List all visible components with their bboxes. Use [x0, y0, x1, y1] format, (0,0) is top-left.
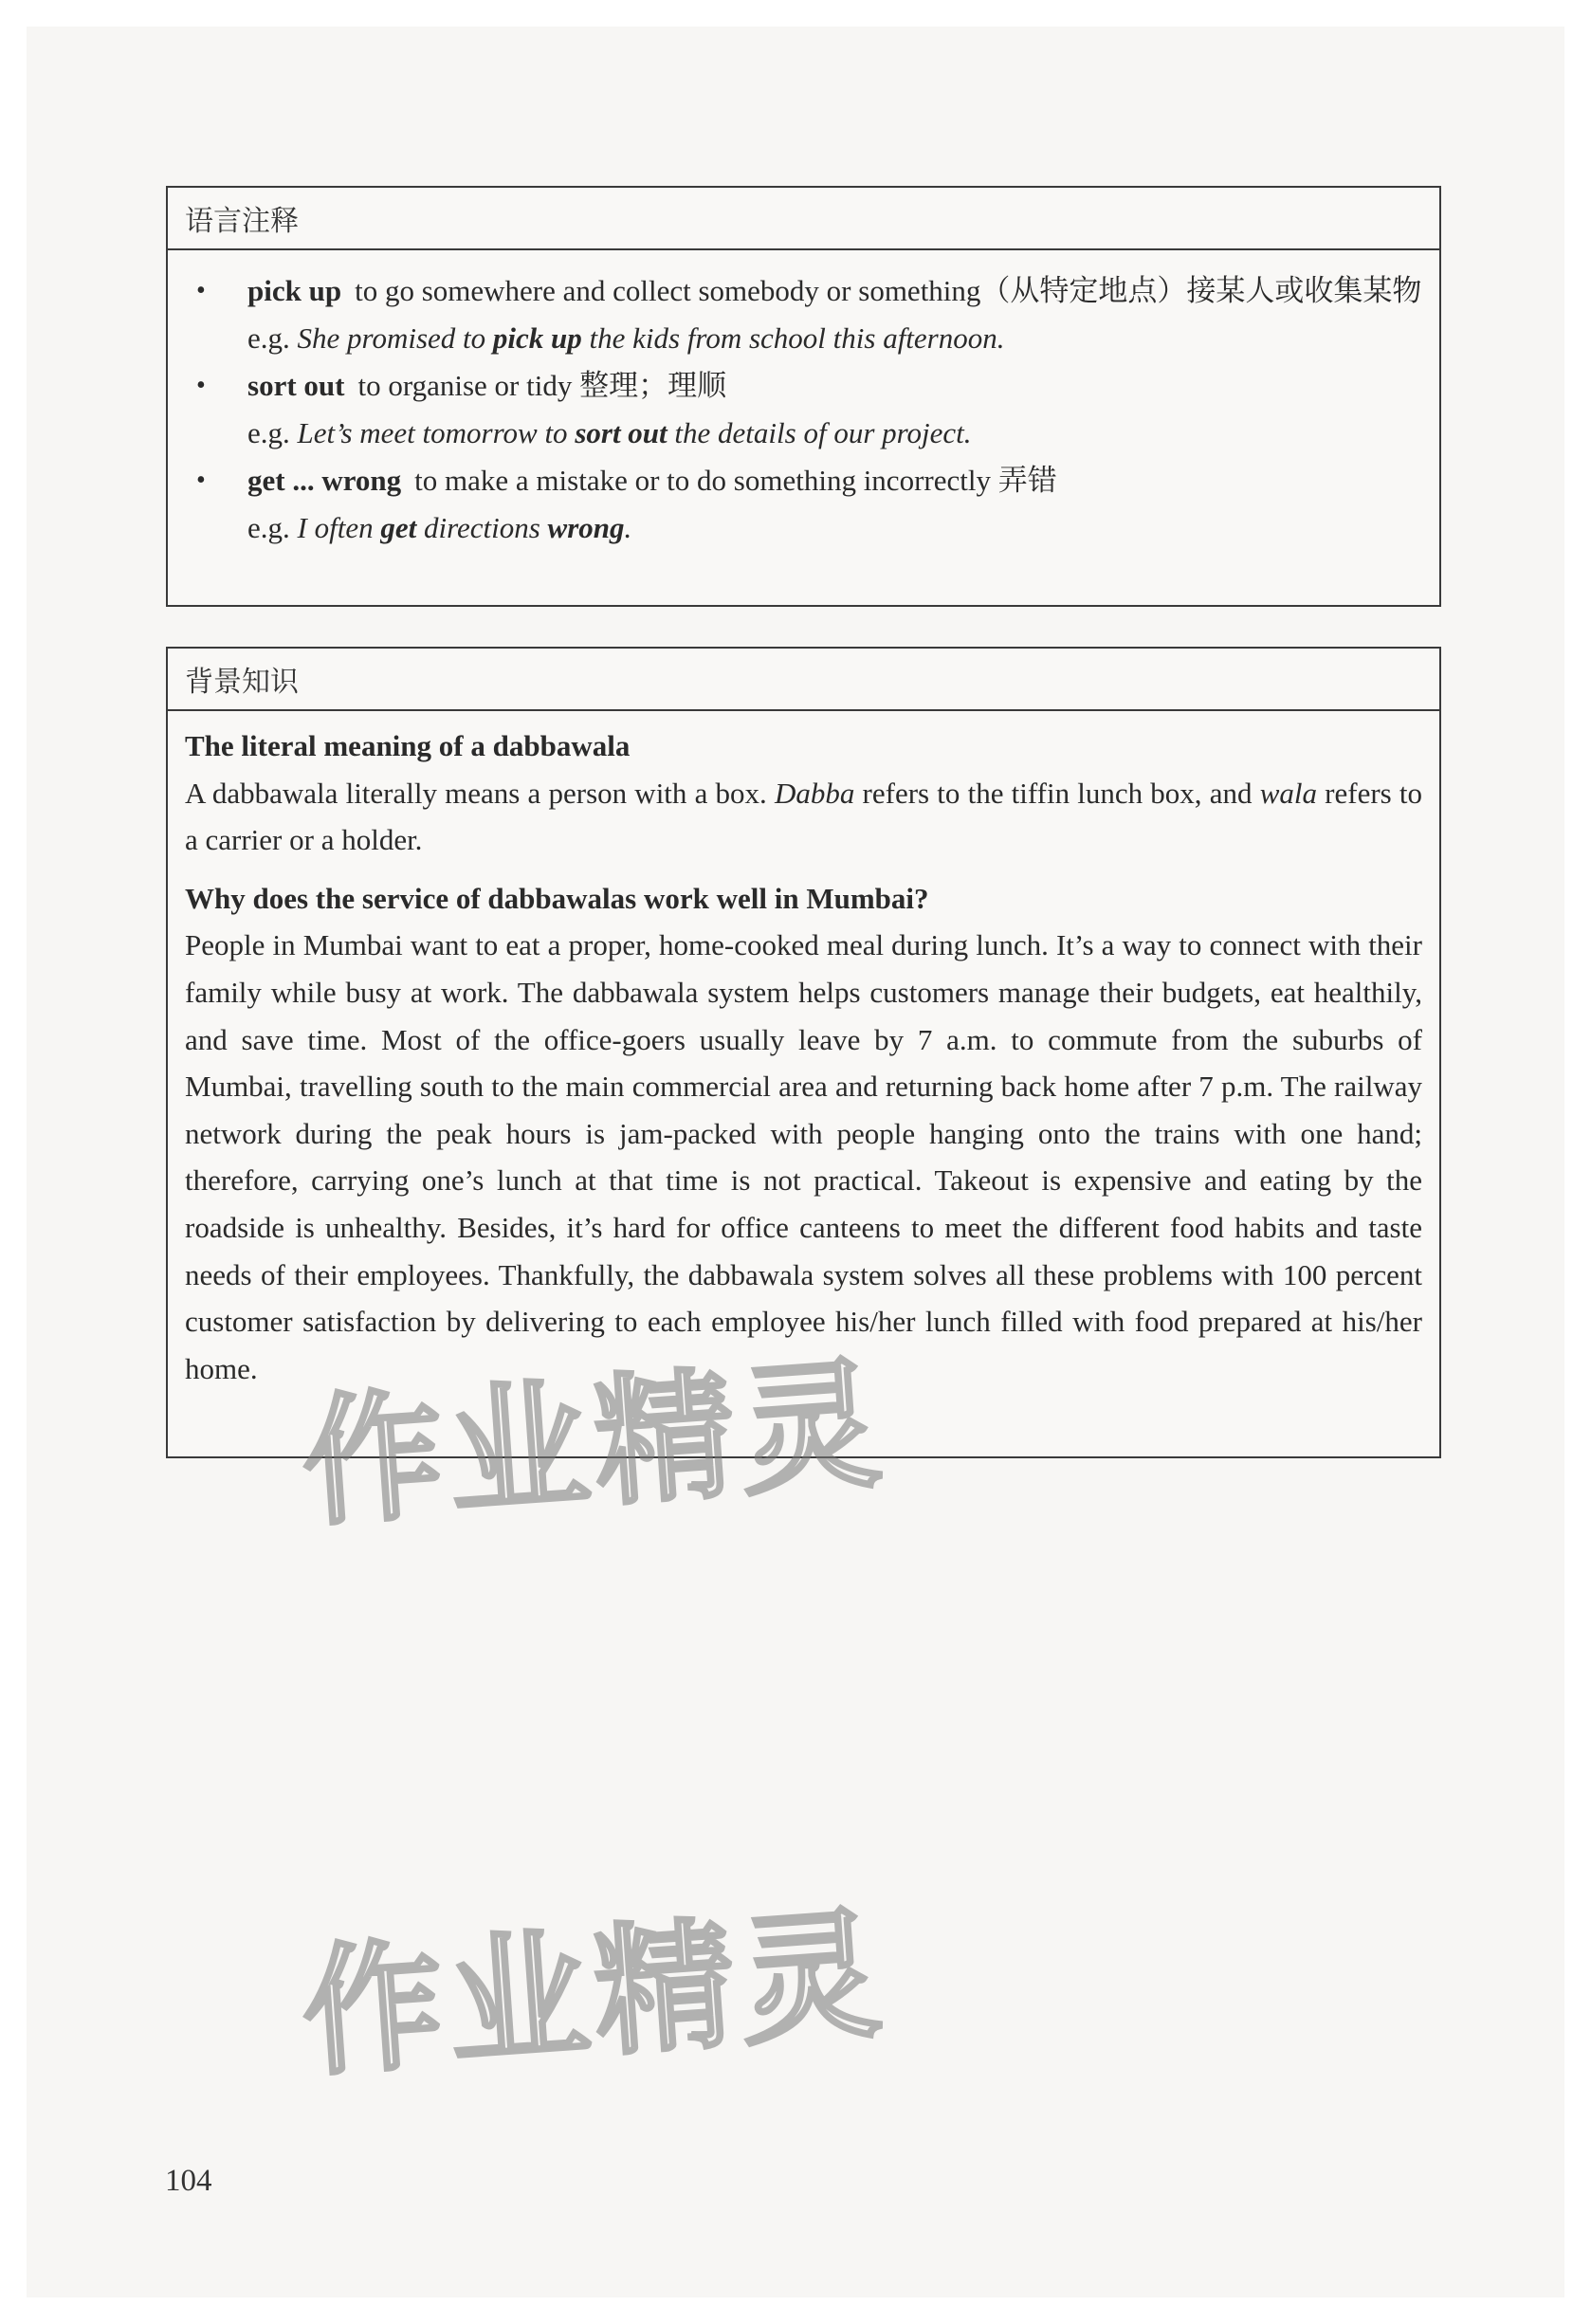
section-title: Why does the service of dabbawalas work well in Mumbai? [185, 881, 929, 915]
bullet-icon: • [196, 371, 206, 400]
example-after: . [624, 511, 632, 544]
background-knowledge-header: 背景知识 [168, 649, 1439, 711]
note-example [185, 410, 1422, 457]
example-before: She promised to [297, 321, 493, 355]
bullet-icon: • [196, 276, 206, 305]
paragraph-italic: wala [1259, 776, 1317, 810]
note-item [185, 267, 1422, 315]
example-text [298, 321, 1005, 355]
example-text [298, 416, 972, 449]
note-definition: to make a mistake or to do something incorrectly 弄错 [414, 464, 1057, 497]
example-middle: directions [416, 511, 548, 544]
note-item [185, 362, 1422, 410]
bullet-icon: • [196, 466, 206, 495]
example-bold: sort out [575, 416, 667, 449]
language-notes-header: 语言注释 [168, 188, 1439, 250]
note-example [185, 315, 1422, 362]
note-term: get ... wrong [247, 464, 402, 497]
example-after: the kids from school this afternoon. [581, 321, 1005, 355]
example-prefix: e.g. [247, 416, 290, 449]
background-knowledge-body [168, 711, 1439, 1392]
language-notes-box [166, 186, 1441, 607]
example-prefix: e.g. [247, 511, 290, 544]
paragraph-text: refers to a carrier or a holder. [185, 776, 1423, 857]
section-paragraph: People in Mumbai want to eat a proper, home-cooked meal during lunch. It’s a way to connect with their family while busy at work. The dabbawala system helps customers manage their budgets, eat healthily, and save time. Most of the office-goers usually leave by 7 a.m. to commute from the suburbs of Mumbai, travelling south to the main commercial area and returning back home after 7 p.m. The railway network during the peak hours is jam-packed with people hanging onto the trains with one hand; therefore, carrying one’s lunch at that time is not practical. Takeout is expensive and eating by the roadside is unhealthy. Besides, it’s hard for office canteens to meet the different food habits and taste needs of their employees. Thankfully, the dabbawala system solves all these problems with 100 percent customer satisfaction by delivering to each employee his/her lunch filled with food prepared at his/her home. [185, 928, 1422, 1385]
section-title: The literal meaning of a dabbawala [185, 729, 631, 762]
section-paragraph [185, 770, 1422, 864]
example-after: the details of our project. [667, 416, 972, 449]
paragraph-text: A dabbawala literally means a person with a box. [185, 776, 775, 810]
example-bold: get [380, 511, 417, 544]
note-term: sort out [247, 369, 345, 402]
paragraph-text: refers to the tiffin lunch box, and [854, 776, 1260, 810]
note-item [185, 457, 1422, 504]
example-text [298, 511, 632, 544]
example-bold: pick up [492, 321, 582, 355]
note-definition: to go somewhere and collect somebody or something（从特定地点）接某人或收集某物 [355, 274, 1422, 307]
watermark: 作业精灵 [297, 1892, 892, 2096]
watermark: 作业精灵 [297, 1342, 892, 1546]
example-before: I often [297, 511, 381, 544]
note-term: pick up [247, 274, 342, 307]
note-example [185, 504, 1422, 552]
page-number: 104 [165, 2164, 212, 2198]
language-notes-body [168, 250, 1439, 552]
note-definition: to organise or tidy 整理；理顺 [357, 369, 727, 402]
example-bold-2: wrong [547, 511, 625, 544]
example-prefix: e.g. [247, 321, 290, 355]
example-before: Let’s meet tomorrow to [297, 416, 576, 449]
paragraph-italic: Dabba [774, 776, 855, 810]
